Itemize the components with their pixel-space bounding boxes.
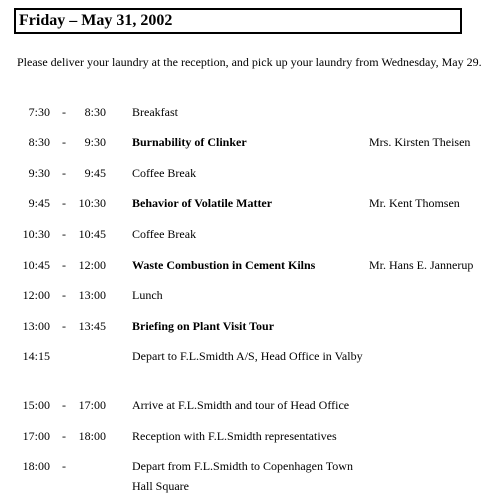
event-title: Reception with F.L.Smidth representatives <box>132 429 337 443</box>
end-time: 8:30 <box>84 105 106 119</box>
time-separator: - <box>62 288 66 302</box>
time-separator: - <box>62 196 66 210</box>
laundry-note: Please deliver your laundry at the reception, and pick up your laundry from Wednesday, May 29. <box>17 55 482 69</box>
start-time: 8:30 <box>28 135 50 149</box>
start-time: 10:30 <box>22 227 50 241</box>
speaker-name: Mrs. Kirsten Theisen <box>369 135 471 149</box>
time-separator: - <box>62 459 66 473</box>
event-title: Lunch <box>132 288 163 302</box>
start-time: 14:15 <box>22 349 50 363</box>
speaker-name: Mr. Kent Thomsen <box>369 196 460 210</box>
end-time: 18:00 <box>78 429 106 443</box>
event-title: Depart to F.L.Smidth A/S, Head Office in Valby <box>132 349 363 363</box>
end-time: 12:00 <box>78 258 106 272</box>
end-time: 9:30 <box>84 135 106 149</box>
time-separator: - <box>62 105 66 119</box>
end-time: 13:00 <box>78 288 106 302</box>
end-time: 13:45 <box>78 319 106 333</box>
event-title: Arrive at F.L.Smidth and tour of Head Office <box>132 398 350 412</box>
time-separator: - <box>62 227 66 241</box>
end-time: 10:30 <box>78 196 106 210</box>
event-title: Briefing on Plant Visit Tour <box>132 319 275 333</box>
time-separator: - <box>62 166 66 180</box>
speaker-name: Mr. Hans E. Jannerup <box>369 258 474 272</box>
start-time: 18:00 <box>22 459 50 473</box>
day-title: Friday – May 31, 2002 <box>19 12 173 29</box>
end-time: 17:00 <box>78 398 106 412</box>
start-time: 13:00 <box>22 319 50 333</box>
event-title: Breakfast <box>132 105 178 119</box>
event-title: Behavior of Volatile Matter <box>132 196 273 210</box>
time-separator: - <box>62 398 66 412</box>
event-title: Coffee Break <box>132 227 197 241</box>
end-time: 9:45 <box>84 166 106 180</box>
start-time: 10:45 <box>22 258 50 272</box>
start-time: 7:30 <box>28 105 50 119</box>
time-separator: - <box>62 429 66 443</box>
time-separator: - <box>62 258 66 272</box>
start-time: 17:00 <box>22 429 50 443</box>
start-time: 9:45 <box>28 196 50 210</box>
start-time: 9:30 <box>28 166 50 180</box>
start-time: 15:00 <box>22 398 50 412</box>
event-title: Coffee Break <box>132 166 197 180</box>
time-separator: - <box>62 319 66 333</box>
start-time: 12:00 <box>22 288 50 302</box>
time-separator: - <box>62 135 66 149</box>
event-title: Depart from F.L.Smidth to Copenhagen Town Hall Square <box>132 459 353 493</box>
event-title: Waste Combustion in Cement Kilns <box>132 258 316 272</box>
event-title: Burnability of Clinker <box>132 135 247 149</box>
end-time: 10:45 <box>78 227 106 241</box>
